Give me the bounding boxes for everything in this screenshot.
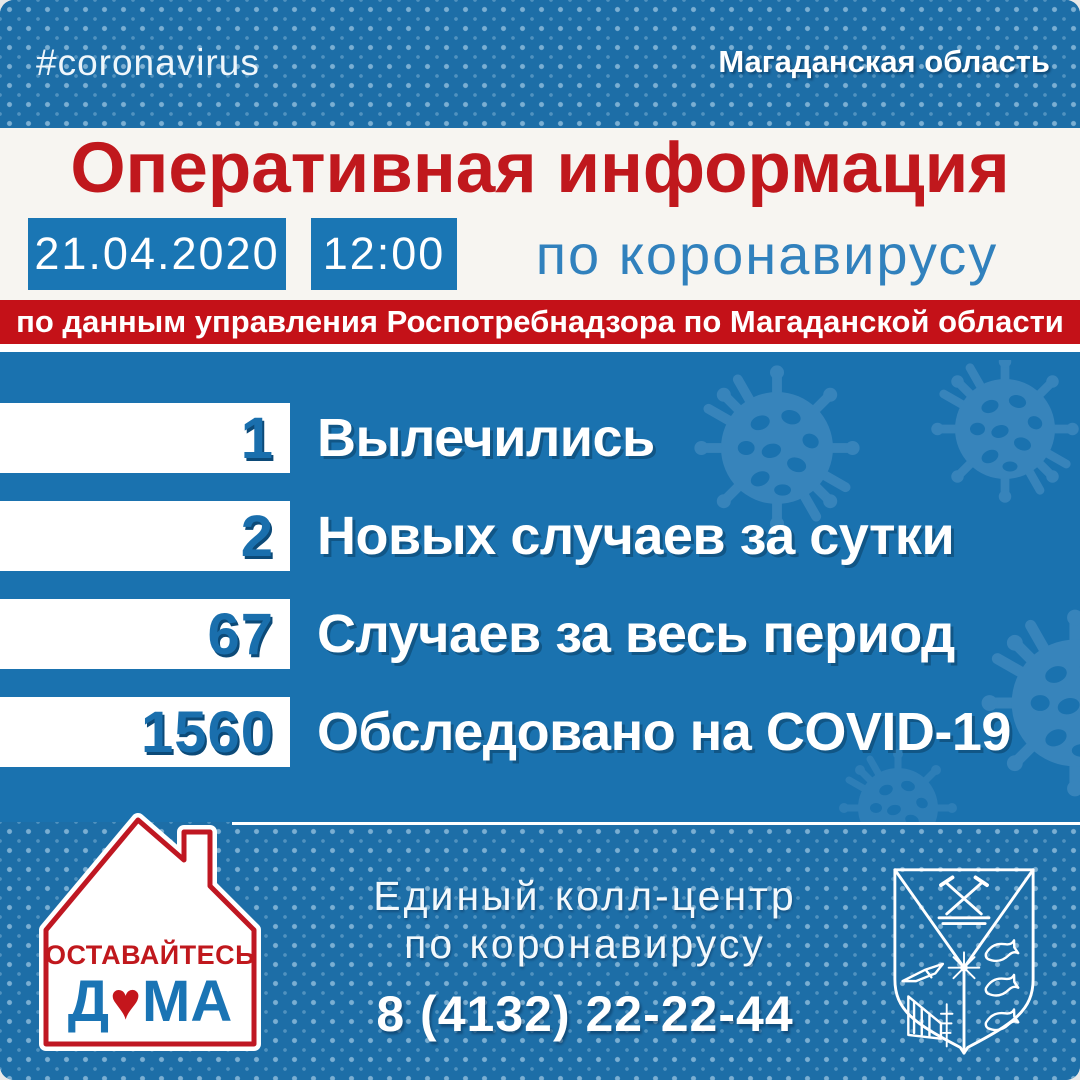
- heart-icon: ♥: [110, 973, 141, 1031]
- source-text: по данным управления Роспотребнадзора по Магаданской области: [16, 304, 1064, 339]
- magadan-coat-of-arms: [886, 864, 1042, 1056]
- stat-value: 2: [240, 503, 274, 569]
- stat-label: Обследовано на COVID-19: [317, 702, 1011, 762]
- footer-section: [0, 822, 1080, 1080]
- stay-home-letter-d: Д: [67, 969, 110, 1034]
- top-bar: [0, 0, 1080, 128]
- stat-label: Вылечились: [317, 408, 655, 468]
- callcenter-line1: Единый колл-центр: [373, 873, 797, 919]
- region-name: Магаданская область: [718, 44, 1050, 79]
- date-row: [28, 218, 1052, 290]
- stat-value-bar: [0, 501, 290, 571]
- stat-label: Случаев за весь период: [317, 604, 955, 664]
- subtitle: по коронавирусу: [535, 222, 999, 286]
- source-strip: [0, 300, 1080, 352]
- time-badge: 12:00: [311, 218, 457, 290]
- stay-home-letters-ma: МА: [142, 969, 233, 1034]
- stat-value-bar: [0, 697, 290, 767]
- callcenter-line2: по коронавирусу: [404, 921, 766, 968]
- callcenter-block: [290, 822, 880, 1080]
- virus-icon: [930, 360, 1080, 504]
- stat-value: 1: [240, 405, 274, 471]
- page-title: Оперативная информация: [70, 129, 1010, 208]
- stat-row-tested: [0, 697, 1011, 767]
- stay-home-line2: [67, 969, 233, 1034]
- callcenter-phone: 8 (4132) 22-22-44: [376, 985, 794, 1042]
- stat-row-recovered: [0, 403, 655, 473]
- stat-row-new-cases: [0, 501, 954, 571]
- stat-value-bar: [0, 599, 290, 669]
- stat-value: 1560: [140, 699, 274, 765]
- hashtag-coronavirus: #coronavirus: [36, 42, 260, 83]
- stat-value-bar: [0, 403, 290, 473]
- stat-row-total-cases: [0, 599, 955, 669]
- stay-home-line1: ОСТАВАЙТЕСЬ: [44, 940, 256, 970]
- date-badge: 21.04.2020: [28, 218, 286, 290]
- stat-value: 67: [207, 601, 274, 667]
- stay-home-text: [38, 812, 262, 1052]
- stats-panel: [0, 360, 1080, 822]
- stat-label: Новых случаев за сутки: [317, 506, 955, 566]
- title-band: [0, 128, 1080, 300]
